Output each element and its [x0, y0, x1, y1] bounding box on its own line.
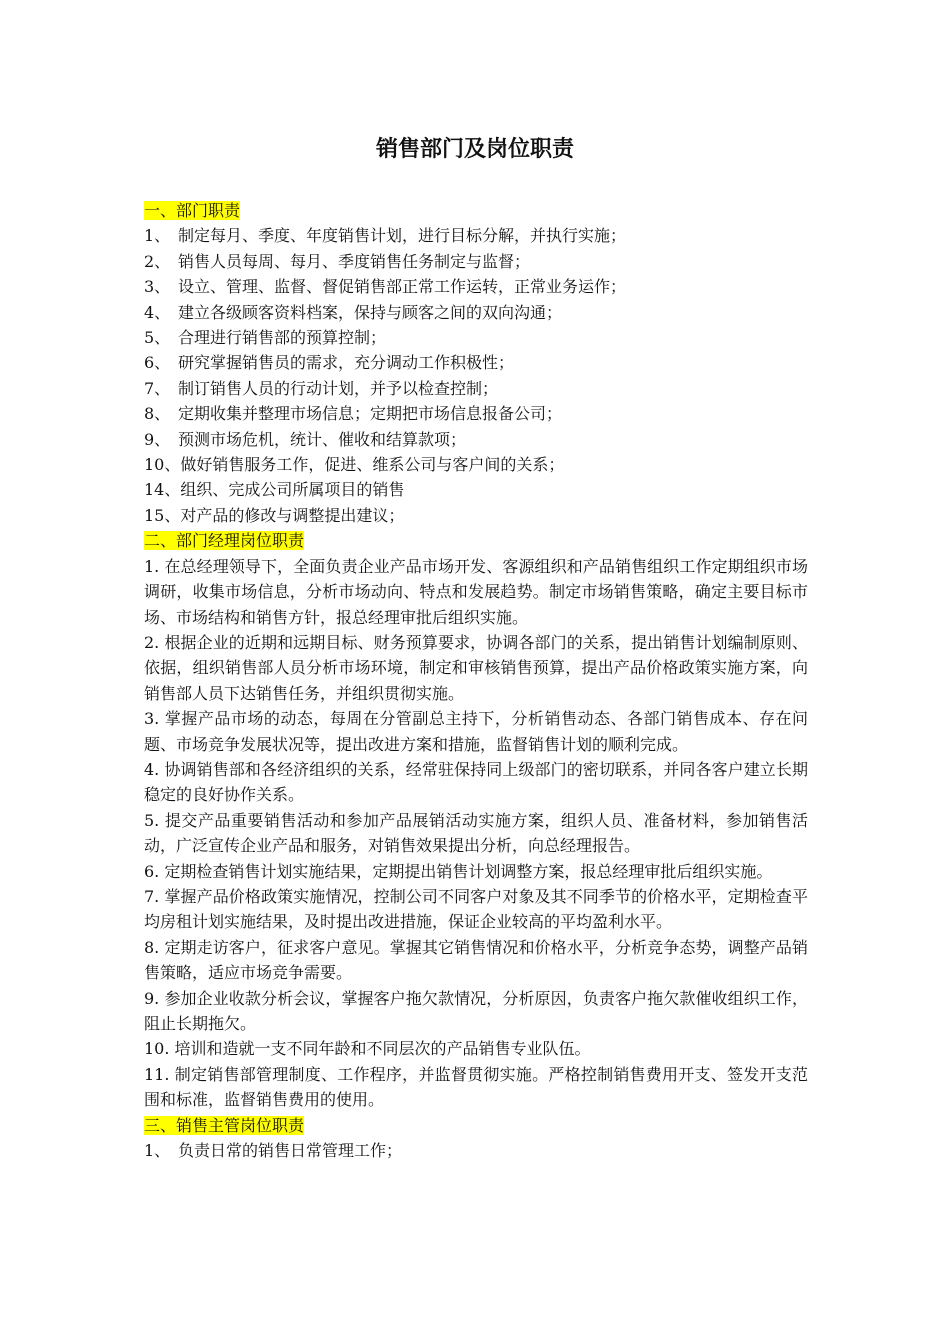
- list-item: [144, 376, 808, 401]
- list-item: [144, 452, 808, 477]
- item-number: 3、: [144, 277, 171, 297]
- item-number: 14、: [144, 480, 181, 500]
- list-item: [144, 477, 808, 502]
- item-text: 合理进行销售部的预算控制；: [178, 328, 387, 348]
- item-text: 对产品的修改与调整提出建议；: [180, 505, 405, 525]
- paragraph: 7. 掌握产品价格政策实施情况，控制公司不同客户对象及其不同季节的价格水平，定期检查平均房租计划实施结果，及时提出改进措施，保证企业较高的平均盈利水平。: [144, 886, 808, 932]
- paragraph: 6. 定期检查销售计划实施结果，定期提出销售计划调整方案，报总经理审批后组织实施。: [144, 861, 773, 881]
- item-text: 制定每月、季度、年度销售计划，进行目标分解，并执行实施；: [178, 226, 627, 246]
- section-heading-text: 二、部门经理岗位职责: [144, 531, 305, 551]
- section-heading-text: 三、销售主管岗位职责: [144, 1115, 305, 1135]
- item-text: 组织、完成公司所属项目的销售: [180, 480, 405, 500]
- paragraph: 4. 协调销售部和各经济组织的关系，经常驻保持同上级部门的密切联系，并同各客户建立长期稳定的良好协作关系。: [144, 759, 808, 805]
- list-item: [144, 503, 808, 528]
- item-text: 设立、管理、监督、督促销售部正常工作运转，正常业务运作；: [178, 277, 627, 297]
- item-number: 15、: [144, 505, 181, 525]
- paragraph: 10. 培训和造就一支不同年龄和不同层次的产品销售专业队伍。: [144, 1039, 591, 1059]
- paragraph: 1. 在总经理领导下，全面负责企业产品市场开发、客源组织和产品销售组织工作定期组织市场调研，收集市场信息，分析市场动向、特点和发展趋势。制定市场销售策略，确定主要目标市场、市场结构和销售方针，报总经理审批后组织实施。: [144, 556, 808, 627]
- item-text: 制订销售人员的行动计划，并予以检查控制；: [178, 378, 499, 398]
- item-number: 8、: [144, 404, 171, 424]
- item-number: 6、: [144, 353, 171, 373]
- item-text: 做好销售服务工作，促进、维系公司与客户间的关系；: [180, 455, 565, 475]
- section-heading-text: 一、部门职责: [144, 201, 241, 220]
- list-item: [144, 325, 808, 350]
- list-item: [144, 1138, 808, 1163]
- item-number: 7、: [144, 378, 171, 398]
- section-heading-supervisor-duties: [144, 1113, 808, 1138]
- item-text: 负责日常的销售日常管理工作；: [178, 1141, 403, 1161]
- paragraph: 2. 根据企业的近期和远期目标、财务预算要求，协调各部门的关系，提出销售计划编制原则、依据，组织销售部人员分析市场环境，制定和审核销售预算，提出产品价格政策实施方案，向销售部人员下达销售任务，并组织贯彻实施。: [144, 632, 808, 703]
- item-number: 1、: [144, 1141, 171, 1161]
- paragraph: 5. 提交产品重要销售活动和参加产品展销活动实施方案，组织人员、准备材料，参加销售活动，广泛宣传企业产品和服务，对销售效果提出分析，向总经理报告。: [144, 810, 808, 856]
- document-title: 销售部门及岗位职责: [375, 137, 574, 162]
- list-item: [144, 249, 808, 274]
- section-heading-department-duties: [144, 198, 808, 223]
- section-heading-manager-duties: [144, 528, 808, 553]
- item-number: 4、: [144, 302, 171, 322]
- item-number: 10、: [144, 455, 181, 475]
- item-number: 9、: [144, 429, 171, 449]
- list-item: [144, 300, 808, 325]
- item-number: 5、: [144, 328, 171, 348]
- list-item: [144, 350, 808, 375]
- document-body: [144, 198, 808, 1163]
- item-text: 建立各级顾客资料档案，保持与顾客之间的双向沟通；: [178, 302, 563, 322]
- item-text: 定期收集并整理市场信息；定期把市场信息报备公司；: [178, 404, 563, 424]
- item-text: 研究掌握销售员的需求，充分调动工作积极性；: [178, 353, 515, 373]
- item-text: 预测市场危机，统计、催收和结算款项；: [178, 429, 467, 449]
- item-number: 1、: [144, 226, 171, 246]
- item-text: 销售人员每周、每月、季度销售任务制定与监督；: [178, 251, 531, 271]
- paragraph: 8. 定期走访客户，征求客户意见。掌握其它销售情况和价格水平，分析竞争态势，调整产品销售策略，适应市场竞争需要。: [144, 937, 808, 983]
- list-item: [144, 274, 808, 299]
- paragraph: 9. 参加企业收款分析会议，掌握客户拖欠款情况，分析原因，负责客户拖欠款催收组织工作，阻止长期拖欠。: [144, 988, 808, 1033]
- item-number: 2、: [144, 251, 171, 271]
- paragraph: 3. 掌握产品市场的动态，每周在分管副总主持下，分析销售动态、各部门销售成本、存在问题、市场竞争发展状况等，提出改进方案和措施，监督销售计划的顺利完成。: [144, 709, 808, 754]
- list-item: [144, 223, 808, 248]
- list-item: [144, 427, 808, 452]
- list-item: [144, 401, 808, 426]
- paragraph: 11. 制定销售部管理制度、工作程序，并监督贯彻实施。严格控制销售费用开支、签发开支范围和标准，监督销售费用的使用。: [144, 1064, 808, 1110]
